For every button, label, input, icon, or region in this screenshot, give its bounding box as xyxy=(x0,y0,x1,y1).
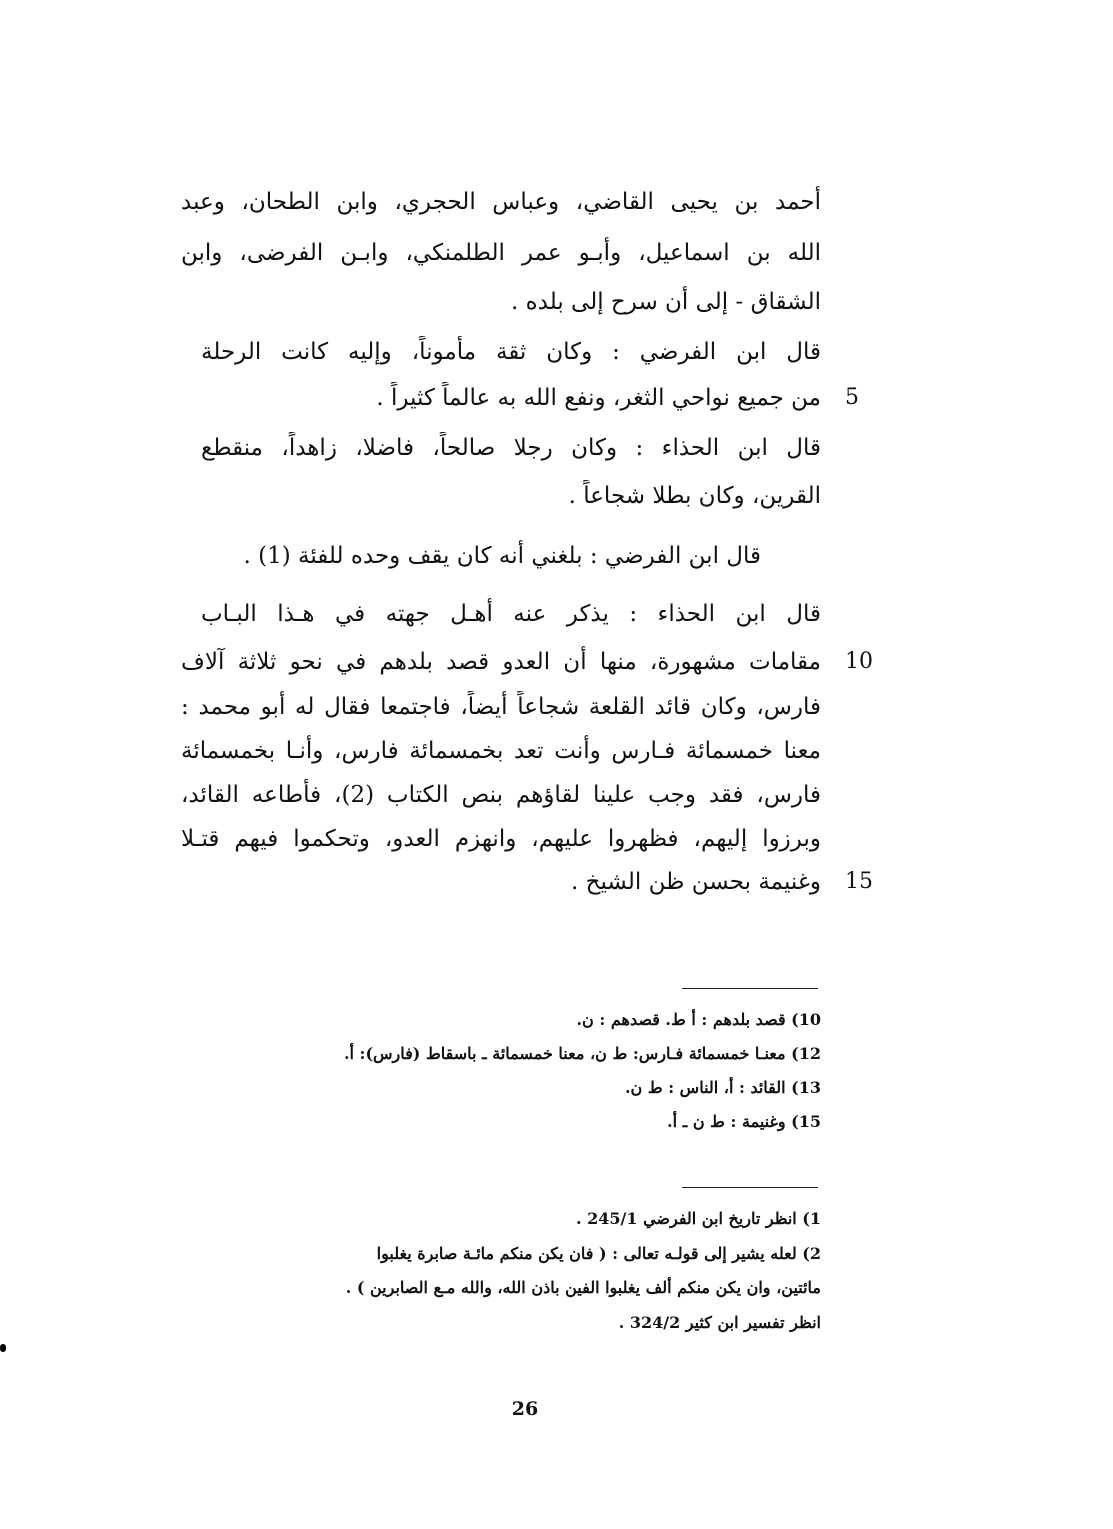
text-line: أحمد بن يحيى القاضي، وعباس الحجري، وابن الطحان، وعبد xyxy=(181,189,821,215)
line-number: 15 xyxy=(845,869,873,894)
text-line: الله بن اسماعيل، وأبـو عمر الطلمنكي، وابـن الفرضى، وابن xyxy=(181,240,821,266)
text-line: الشقاق - إلى أن سرح إلى بلده . xyxy=(510,289,821,315)
notes-rule xyxy=(682,988,818,989)
text-line: وبرزوا إليهم، فظهروا عليهم، وانهزم العدو، وتحكموا فيهم قتـلا xyxy=(181,826,821,852)
text-line: قال ابن الحذاء : وكان رجلا صالحاً، فاضلا، زاهداً، منقطع xyxy=(201,435,821,461)
line-number: 10 xyxy=(845,649,873,674)
text-line: فارس، وكان قائد القلعة شجاعاً أيضاً، فاجتمعا فقال له أبو محمد : xyxy=(181,694,821,720)
footnote: مائتين، وان يكن منكم ألف يغلبوا الفين باذن الله، والله مـع الصابرين ) . xyxy=(345,1278,821,1297)
footnote: 1) انظر تاريخ ابن الفرضي 245/1 . xyxy=(575,1209,821,1228)
scan-mark xyxy=(0,1344,6,1352)
text-line: القرين، وكان بطلا شجاعاً . xyxy=(568,483,821,509)
text-line: من جميع نواحي الثغر، ونفع الله به عالماً كثيراً . xyxy=(376,385,821,411)
variant-note: 13) القائد : أ، الناس : ط ن. xyxy=(624,1078,821,1097)
text-line: معنا خمسمائة فـارس وأنت تعد بخمسمائة فارس، وأنـا بخمسمائة xyxy=(181,738,821,764)
footnote: 2) لعله يشير إلى قولـه تعالى : ( فان يكن منكم مائـة صابرة يغلبوا xyxy=(376,1244,821,1263)
page-number: 26 xyxy=(511,1398,539,1420)
variant-note: 10) قصد بلدهم : أ ط. قصدهم : ن. xyxy=(576,1010,821,1029)
text-line: فارس، فقد وجب علينا لقاؤهم بنص الكتاب (2)، فأطاعه القائد، xyxy=(181,782,821,808)
line-number: 5 xyxy=(845,385,859,410)
text-line: قال ابن الفرضي : وكان ثقة مأموناً، وإليه كانت الرحلة xyxy=(201,339,821,365)
footnote: انظر تفسير ابن كثير 324/2 . xyxy=(618,1313,821,1332)
text-line: قال ابن الحذاء : يذكر عنه أهـل جهته في هـذا البـاب xyxy=(201,601,821,627)
variant-note: 15) وغنيمة : ط ن ـ أ. xyxy=(667,1112,821,1131)
text-line: وغنيمة بحسن ظن الشيخ . xyxy=(571,869,821,895)
text-line: قال ابن الفرضي : بلغني أنه كان يقف وحده للفئة (1) . xyxy=(243,543,761,569)
footnotes-rule xyxy=(682,1187,818,1188)
variant-note: 12) معنـا خمسمائة فـارس: ط ن، معنا خمسمائة ـ باسقاط (فارس): أ. xyxy=(343,1044,821,1063)
text-line: مقامات مشهورة، منها أن العدو قصد بلدهم في نحو ثلاثة آلاف xyxy=(181,649,821,675)
